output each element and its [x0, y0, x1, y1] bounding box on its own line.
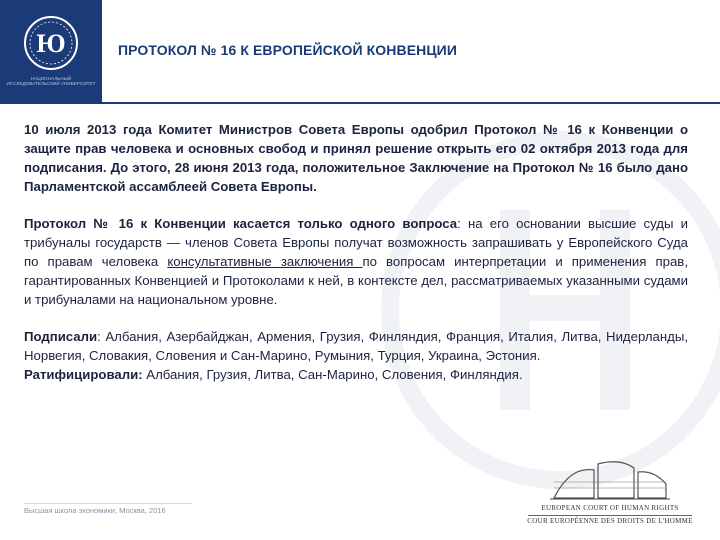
scope-sep: : — [457, 216, 468, 231]
echr-name-en: EUROPEAN COURT OF HUMAN RIGHTS — [541, 504, 679, 512]
ratified-label: Ратифицировали: — [24, 367, 143, 382]
ratified-list: Албания, Грузия, Литва, Сан-Марино, Словения, Финляндия. — [142, 367, 523, 382]
scope-text-b: по вопросам интерпретации и применения прав, гарантированных Конвенцией и Протоколами к ней, в контексте дел, рассматриваемых указанными судами и трибуналами на национальном уровне. — [24, 254, 688, 307]
echr-name-fr: COUR EUROPÉENNE DES DROITS DE L'HOMME — [527, 517, 693, 525]
paragraph-ratified — [24, 365, 688, 384]
signed-label: Подписали — [24, 329, 98, 344]
svg-text:Ю: Ю — [36, 29, 66, 58]
echr-logo — [520, 458, 700, 530]
page-title: ПРОТОКОЛ № 16 К ЕВРОПЕЙСКОЙ КОНВЕНЦИИ — [118, 42, 457, 58]
logo-caption: НАЦИОНАЛЬНЫЙ ИССЛЕДОВАТЕЛЬСКИЙ УНИВЕРСИТЕТ — [6, 76, 96, 86]
footer-text: Высшая школа экономики, Москва, 2016 — [24, 506, 166, 515]
paragraph-adoption: 10 июля 2013 года Комитет Министров Совета Европы одобрил Протокол № 16 к Конвенции о защите прав человека и основных свобод и принял решение открыть его 02 октября 2013 года для подписания. До этого, 28 июня 2013 года, положительное Заключение на Протокол № 16 было дано Парламентской ассамблеей Совета Европы. — [24, 122, 688, 194]
hse-logo — [0, 0, 102, 102]
paragraph-scope — [24, 214, 688, 309]
scope-text-a: на его основании высшие суды и трибуналы государств — членов Совета Европы получат возможность запрашивать у Европейского Суда по правам человека — [24, 216, 689, 269]
signed-list: : Албания, Азербайджан, Армения, Грузия, Финляндия, Франция, Италия, Литва, Нидерланды, Норвегия, Словакия, Словения и Сан-Марино, Румыния, Турция, Украина, Эстония. — [24, 329, 688, 363]
hse-emblem-icon — [22, 14, 80, 72]
main-content — [24, 120, 688, 402]
slide-header — [0, 0, 720, 102]
advisory-opinions-link[interactable]: консультативные заключения — [167, 254, 363, 269]
header-divider — [0, 102, 720, 104]
paragraph-signatories — [24, 327, 688, 365]
echr-divider — [528, 515, 692, 516]
court-building-icon — [550, 458, 670, 502]
scope-lead: Протокол № 16 к Конвенции касается только одного вопроса — [24, 216, 458, 231]
footer-divider — [24, 503, 192, 504]
